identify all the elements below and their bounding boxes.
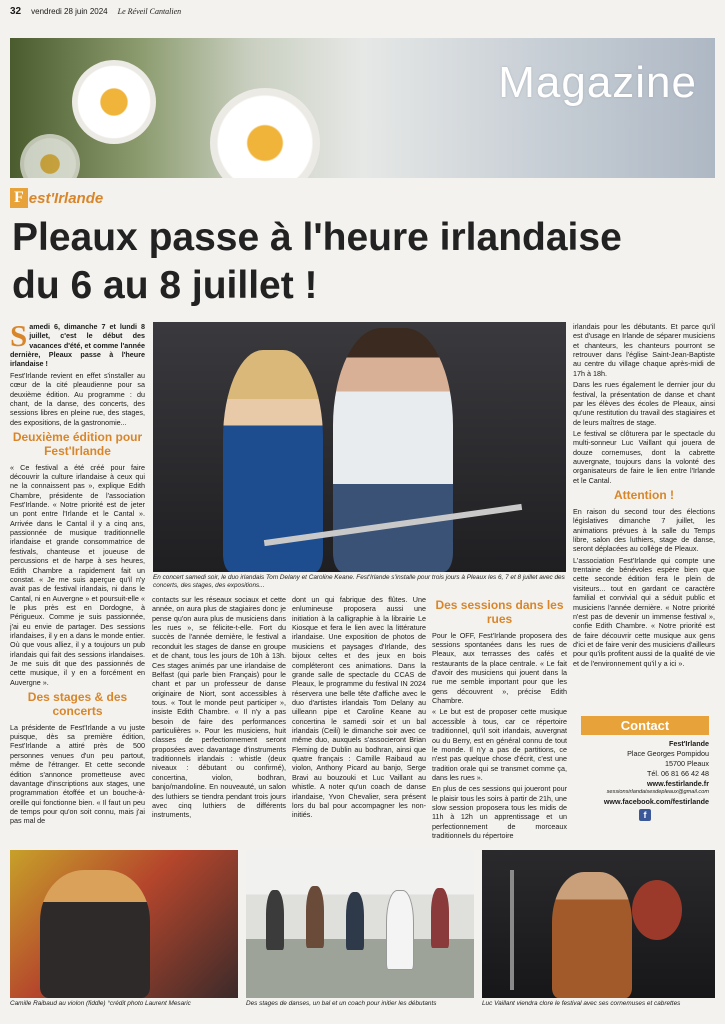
subheading: Des stages & des concerts (27, 690, 128, 718)
dancer-figure (346, 892, 364, 950)
flower-image (210, 88, 320, 178)
drone-pipe (510, 870, 514, 990)
facebook-icon[interactable]: f (639, 809, 651, 821)
dancer-figure (266, 890, 284, 950)
paragraph: contacts sur les réseaux sociaux et cette année, on aura plus de stagiaires donc je pense qu'on aura plus de musiciens dans les rues », se félicite-t-elle. Fort du succès de l'année dernière, le festival a reconduit les stages de danse en groupe et de chant, tous les jours de 10h à 13h. Ces stages animés par une irlandaise de Belfast (qui parle bien Français) pour le chant et par un professeur de danse originaire de Niort, sont accessibles à tous. « Tout le monde peut participer », insiste Edith Chambre. « Il n'y a pas besoin de faire des performances particulières ». Pour les musiciens, huit classes de perfectionnement seront proposées avec davantage d'instruments traditionnels irlandais : whistle (deux niveaux : débutant ou confirmé), concertina, violon, bodhran, banjo/mandoline. En nouveauté, un salon des luthiers se tiendra pendant trois jours avec cinq luthiers de différents instruments, (152, 595, 286, 820)
article-column-5 (573, 322, 715, 712)
violinist-figure (40, 870, 150, 998)
piper-figure (333, 328, 453, 572)
contact-phone: Tél. 06 81 66 42 48 (647, 769, 709, 779)
contact-address: Place Georges Pompidou (627, 749, 709, 759)
paragraph: Le festival se clôturera par le spectacle du multi-sonneur Luc Vaillant qui jouera de douze cornemuses, dont la cabrette auvergnate, toujours dans la volonté des organisateurs de faire le lien entre l'Irlande et le Cantal. (573, 428, 715, 485)
contact-facebook[interactable]: www.facebook.com/festirlande (603, 797, 709, 807)
article-column-2 (152, 595, 286, 842)
contact-website[interactable]: www.festirlande.fr (646, 779, 709, 789)
paragraph: L'association Fest'Irlande qui compte une trentaine de bénévoles espère bien que cette seconde édition fera le plein de visiteurs... tout en gardant ce caractère familial et convivial qui a séduit public et musiciens l'année dernière. « Notre priorité n'est pas de devenir un immense festival », confie Edith Chambre. « Notre priorité est de faire découvrir cette musique aux gens d'ici et de faire venir des musiciens d'ailleurs pour qu'ils profitent aussi de la qualité de vie et de l'environnement qu'il y a ici ». (573, 555, 715, 668)
luc-vaillant-figure (552, 872, 632, 998)
contact-email[interactable]: sessionsirlandaisesdepleaux@gmail.com (606, 789, 709, 796)
subheading: Attention ! (614, 488, 674, 503)
headline-line-2: du 6 au 8 juillet ! (12, 263, 318, 307)
article-column-1 (10, 322, 145, 842)
main-photo (153, 322, 566, 572)
page-header (10, 6, 181, 17)
paragraph: Fest'Irlande revient en effet s'installer au cœur de la cité pleaudienne pour sa deuxième édition. Au programme : du chant, de la danse, des concerts, des sessions libres en pleine rue, des stages, des expositions, de la gastronomie... (10, 370, 145, 427)
article-column-3 (292, 595, 426, 842)
headline-line-1: Pleaux passe à l'heure irlandaise (12, 216, 622, 259)
paragraph: Dans les rues également le dernier jour du festival, la présentation de danse et chant par les élèves des écoles de Pleaux, ainsi qu'une restitution du travail des stagiaires et de leurs maîtres de stage. (573, 380, 715, 427)
contact-heading: Contact (581, 716, 709, 735)
dance-photo (246, 850, 474, 998)
violinist-caption: Camille Raibaud au violon (fiddle) °crédit photo Laurent Mesaric (10, 1000, 191, 1007)
paragraph: La présidente de Fest'Irlande a vu juste puisque, dès sa première édition, Fest'Irlande a attiré près de 500 personnes venues d'un peu partout, même de l'étranger. Et cette seconde édition s'annonce prometteuse avec davantage d'inscriptions aux stages, une programmation étoffée et un bouche-à-oreille qui fonctionne bien. « Il faut un peu de temps pour qu'on soit connu, mais j'ai pas mal de (10, 722, 145, 826)
subheading: Deuxième édition pour Fest'Irlande (12, 429, 143, 458)
bagpipe-instrument (632, 880, 682, 940)
drop-cap: S (10, 322, 28, 353)
paragraph: irlandais pour les débutants. Et parce qu'il est d'usage en Irlande de séparer musiciens et chanteurs, les chanteurs pourront se retrouver dans l'église Saint-Jean-Baptiste au centre du village chaque après-midi de 17h à 18h. (573, 322, 715, 378)
contact-box (581, 716, 709, 821)
article-column-4 (432, 595, 567, 842)
piper-photo (482, 850, 715, 998)
dancer-figure (306, 886, 324, 948)
rubric-initial: F (10, 188, 28, 208)
violinist-photo (10, 850, 238, 998)
paragraph: En raison du second tour des élections législatives dimanche 7 juillet, les animations prévues à la salle du Temps libre, salon des luthiers, stage de danse, seront déplacées au collège de Pleaux. (573, 506, 715, 554)
paragraph: Pour le OFF, Fest'Irlande proposera des sessions spontanées dans les rues de Pleaux, aux terrasses des cafés et restaurants de la place centrale. « Le fait d'avoir des musiciens qui jouent dans la rue me semble important pour que les gens découvrent », précise Edith Chambre. (432, 630, 567, 706)
section-title: Magazine (498, 58, 697, 107)
piper-caption: Luc Vaillant viendra clore le festival avec ses cornemuses et cabrettes (482, 1000, 681, 1007)
subheading: Des sessions dans les rues (435, 598, 564, 626)
main-photo-caption: En concert samedi soir, le duo irlandais Tom Delany et Caroline Keane. Fest'Irlande s'installe pour trois jours à Pleaux les 6, 7 et 8 juillet avec des concerts, des stages, des expositions... (153, 574, 565, 589)
contact-details (581, 739, 709, 821)
paragraph: dont un qui fabrique des flûtes. Une enlumineuse proposera aussi une initiation à la calligraphie à la librairie Le Kiosque et fera le lien avec la littérature irlandaise. Une exposition de photos de musiciens et paysages d'Irlande, des bijoux celtes et des jeux en bois compléteront ces animations. Dans la grande salle de spectacle du CCAS de Pleaux, le programme du festival IN 2024 réservera une belle tête d'affiche avec le duo d'artistes irlandais Tom Delany au uilleann pipe et Caroline Keane au concertina le samedi soir et un bal irlandais (Ceili) le dimanche soir avec ce même duo, auxquels s'associeront Brian Fleming de Dublin au bodhran, ainsi que quatre français : Camille Raibaud au violon, Anthony Picard au banjo, Serge Bravi au bouzouki et Luc Vaillant au whistle. A noter qu'un coach de danse irlandaise, Yvon Chevalier, sera présent lors du bal pour accompagner les non-initiés. (292, 595, 426, 820)
rubric-text: est'Irlande (28, 189, 104, 207)
flower-image (72, 60, 156, 144)
issue-date: vendredi 28 juin 2024 (31, 7, 108, 16)
paragraph: « Le but est de proposer cette musique accessible à tous, car ce répertoire traditionnel, qu'il soit irlandais, auvergnat ou du Berry, est en général connu de tout le monde. Il n'y a pas de partitions, ce n'est pas quelque chose d'écrit, c'est une tradition orale qui se transmet comme ça, dans les rues ». (432, 707, 567, 782)
paragraph: En plus de ces sessions qui joueront pour le plaisir tous les soirs à partir de 21h, une slow session proposera tous les midis de 11h à 12h un apprentissage et un perfectionnement de morceaux traditionnels du répertoire (432, 784, 567, 841)
page-number: 32 (10, 6, 22, 17)
paragraph: « Ce festival a été créé pour faire découvrir la culture irlandaise à ceux qui ne la connaissent pas », explique Edith Chambre, présidente de l'association Fest'Irlande. « Notre priorité est de jeter un pont entre l'Irlande et le Cantal ». Arrivée dans le Cantal il y a cinq ans, passionnée de musique traditionnelle irlandaise et grande consommatrice de festivals, chanteuse et joueuse de percussions et de harpe à ses heures, Edith Chambre a rapidement fait un constat. « Je me suis aperçue qu'il n'y avait pas de festival irlandais, ni dans le Cantal, ni en Auvergne » et poursuit-elle « le plus près est en Dordogne, à Périgueux. Comme je suis passionnée, j'ai eu envie de partager. Des sessions irlandaises, il y en a dans le monde entier. Où que vous alliez, il y a toujours un pub irlandais qui fait des sessions irlandaises. Je me suis dit que des passionnés de cette musique, il y en a forcément en Auvergne ». (10, 462, 145, 687)
lead-paragraph: amedi 6, dimanche 7 et lundi 8 juillet, c'est le début des vacances d'été, et comme l'année dernière, Pleaux passe à l'heure irlandaise ! (10, 322, 145, 369)
flower-image (20, 134, 80, 178)
contact-city: 15700 Pleaux (665, 759, 709, 769)
dancer-figure (431, 888, 449, 948)
newspaper-name: Le Réveil Cantalien (117, 7, 182, 16)
headline (12, 214, 712, 309)
contact-org: Fest'Irlande (668, 739, 709, 748)
rubric-label (10, 188, 103, 208)
dance-caption: Des stages de danses, un bal et un coach pour initier les débutants (246, 1000, 437, 1007)
coach-figure (386, 890, 414, 970)
